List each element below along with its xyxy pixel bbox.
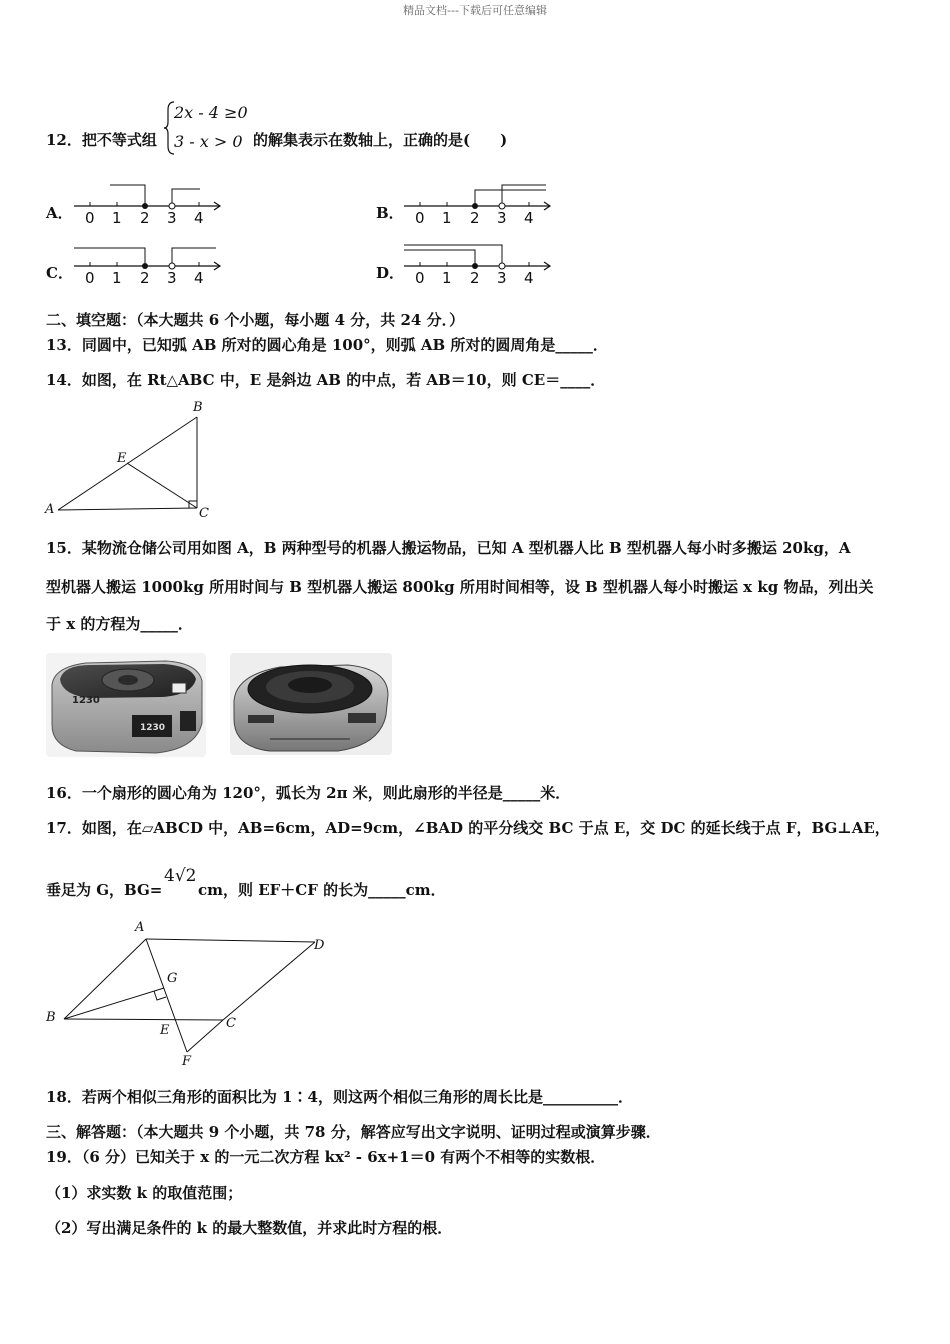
point-a-label: A	[45, 502, 55, 517]
tick-2: 2	[140, 269, 150, 287]
point-b-label: B	[193, 400, 203, 415]
inequality-1: 2x - 4 ≥0	[174, 103, 248, 122]
question-19-part-1: （1）求实数 k 的取值范围；	[46, 1184, 243, 1202]
tick-0: 0	[85, 269, 95, 287]
question-15-line-3: 于 x 的方程为_____．	[46, 615, 193, 633]
option-a-label: A．	[46, 204, 73, 222]
question-16: 16．一个扇形的圆心角为 120°，弧长为 2π 米，则此扇形的半径是_____米．	[46, 784, 571, 802]
option-b-label: B．	[376, 204, 404, 222]
point-d-label: D	[314, 938, 325, 953]
tick-1: 1	[442, 209, 452, 227]
point-e-label: E	[117, 451, 127, 466]
question-15-line-2: 型机器人搬运 1000kg 所用时间与 B 型机器人搬运 800kg 所用时间相等，设 B 型机器人每小时搬运 x kg 物品，列出关	[46, 578, 874, 596]
tick-3: 3	[497, 209, 507, 227]
question-19-stem: 19．（6 分）已知关于 x 的一元二次方程 kx² - 6x+1＝0 有两个不相等的实数根．	[46, 1148, 606, 1166]
section-3-heading: 三、解答题：（本大题共 9 个小题，共 78 分，解答应写出文字说明、证明过程或演算步骤．	[46, 1123, 661, 1141]
robot-a-image	[46, 653, 206, 757]
point-c-label: C	[226, 1016, 236, 1031]
question-17-line-2-suffix: cm，则 EF＋CF 的长为_____cm．	[198, 881, 446, 899]
tick-4: 4	[194, 269, 204, 287]
tick-0: 0	[415, 269, 425, 287]
point-b-label: B	[46, 1010, 56, 1025]
tick-1: 1	[112, 209, 122, 227]
tick-3: 3	[167, 269, 177, 287]
question-14: 14．如图，在 Rt△ABC 中，E 是斜边 AB 的中点，若 AB＝10，则 CE＝____．	[46, 371, 606, 389]
question-18: 18．若两个相似三角形的面积比为 1∶4，则这两个相似三角形的周长比是__________．	[46, 1088, 633, 1106]
bg-value: 4√2	[164, 866, 197, 886]
tick-4: 4	[524, 209, 534, 227]
option-d-label: D．	[376, 264, 405, 282]
point-e-label: E	[160, 1023, 170, 1038]
point-a-label: A	[135, 920, 145, 935]
question-17-line-2-prefix: 垂足为 G，BG=	[46, 881, 163, 899]
tick-4: 4	[194, 209, 204, 227]
tick-2: 2	[470, 209, 480, 227]
tick-2: 2	[470, 269, 480, 287]
question-19-part-2: （2）写出满足条件的 k 的最大整数值，并求此时方程的根．	[46, 1219, 453, 1237]
question-13: 13．同圆中，已知弧 AB 所对的圆心角是 100°，则弧 AB 所对的圆周角是_____．	[46, 336, 608, 354]
tick-3: 3	[167, 209, 177, 227]
tick-3: 3	[497, 269, 507, 287]
q12-suffix: 的解集表示在数轴上，正确的是( )	[253, 131, 508, 149]
tick-4: 4	[524, 269, 534, 287]
tick-0: 0	[415, 209, 425, 227]
robot-a-side-label: 1230	[72, 695, 100, 706]
robot-b-image	[230, 653, 392, 755]
question-17-line-1: 17．如图，在▱ABCD 中，AB=6cm，AD=9cm，∠BAD 的平分线交 BC 于点 E，交 DC 的延长线于点 F，BG⊥AE，	[46, 819, 890, 837]
tick-1: 1	[442, 269, 452, 287]
q12-prefix: 12．把不等式组	[46, 131, 157, 149]
option-c-label: C．	[46, 264, 73, 282]
point-g-label: G	[167, 971, 178, 986]
robot-a-front-label: 1230	[140, 723, 166, 733]
point-c-label: C	[199, 506, 209, 521]
question-15-line-1: 15．某物流仓储公司用如图 A，B 两种型号的机器人搬运物品，已知 A 型机器人比 B 型机器人每小时多搬运 20kg，A	[46, 539, 851, 557]
tick-2: 2	[140, 209, 150, 227]
section-2-heading: 二、填空题：（本大题共 6 个小题，每小题 4 分，共 24 分．）	[46, 311, 465, 329]
inequality-2: 3 - x > 0	[174, 132, 243, 151]
triangle-figure	[40, 398, 220, 523]
point-f-label: F	[182, 1054, 192, 1069]
page-header: 精品文档---下载后可任意编辑	[403, 4, 547, 17]
tick-1: 1	[112, 269, 122, 287]
tick-0: 0	[85, 209, 95, 227]
